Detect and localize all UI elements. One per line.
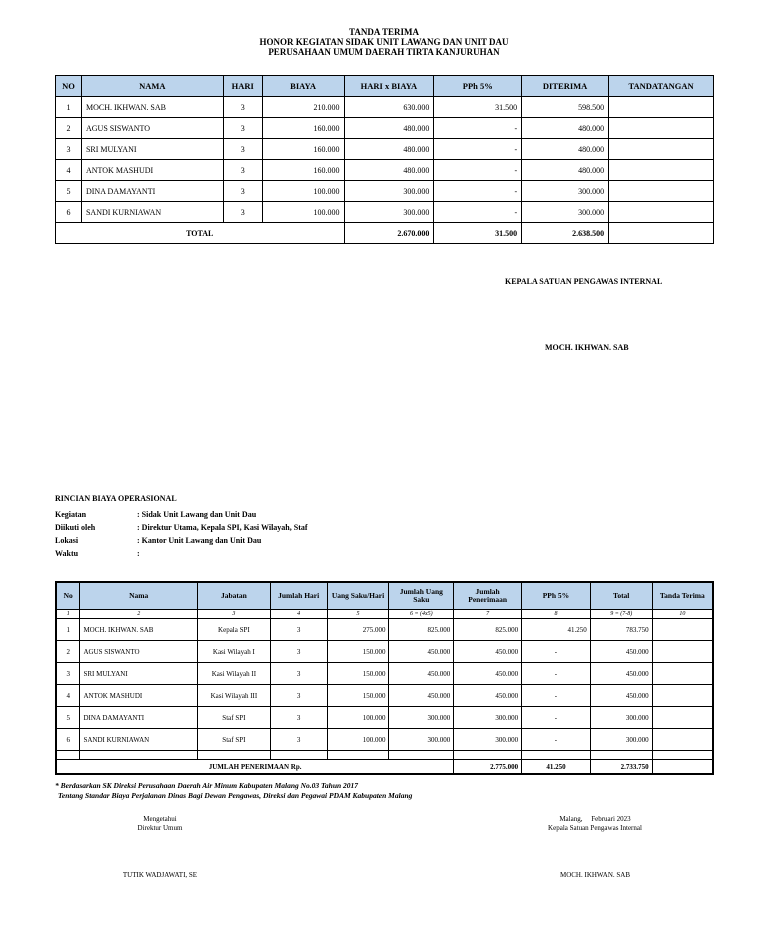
index-cell: 3	[198, 610, 271, 619]
diikuti-value: : Direktur Utama, Kepala SPI, Kasi Wilayah, Staf	[137, 523, 308, 532]
column-header: No	[56, 582, 80, 610]
honor-table	[55, 75, 714, 244]
cell-jumlah-penerimaan: 300.000	[454, 729, 522, 751]
cell-jabatan: Kasi Wilayah II	[198, 663, 271, 685]
cell-tandatangan	[609, 223, 714, 244]
cell-jumlah-penerimaan: 825.000	[454, 619, 522, 641]
cell-no: 5	[56, 181, 82, 202]
footer-left-line-1: Mengetahui	[143, 815, 177, 823]
cell-tandatangan	[609, 139, 714, 160]
cell-hari-biaya: 480.000	[344, 139, 434, 160]
cell-nama: SRI MULYANI	[81, 139, 223, 160]
column-header: Total	[590, 582, 652, 610]
cell-jabatan: Staf SPI	[198, 707, 271, 729]
cell-jabatan: Staf SPI	[198, 729, 271, 751]
cell-no: 1	[56, 619, 80, 641]
table-row	[56, 641, 713, 663]
index-cell: 8	[522, 610, 591, 619]
cell-diterima: 300.000	[522, 202, 609, 223]
index-cell: 2	[80, 610, 198, 619]
index-cell: 6 = (4x5)	[389, 610, 454, 619]
kegiatan-label: Kegiatan	[55, 510, 87, 519]
blank-cell	[389, 751, 454, 760]
index-cell: 9 = (7-8)	[590, 610, 652, 619]
cell-pph: -	[434, 118, 522, 139]
cell-no: 2	[56, 641, 80, 663]
cell-nama: SANDI KURNIAWAN	[81, 202, 223, 223]
total-pph: 41.250	[522, 760, 591, 775]
blank-cell	[56, 751, 80, 760]
cell-diterima: 480.000	[522, 160, 609, 181]
cell-tanda-terima	[652, 685, 713, 707]
cell-hari-biaya: 300.000	[344, 202, 434, 223]
cell-tanda-terima	[652, 663, 713, 685]
cell-total: 450.000	[590, 685, 652, 707]
cell-hari-biaya: 480.000	[344, 160, 434, 181]
cell-jumlah-hari: 3	[270, 663, 327, 685]
column-header: NO	[56, 76, 82, 97]
cell-pph: -	[434, 181, 522, 202]
cell-uang-saku: 100.000	[327, 707, 389, 729]
cell-pph: -	[522, 663, 591, 685]
waktu-value: :	[137, 549, 140, 558]
cell-jumlah-uang-saku: 825.000	[389, 619, 454, 641]
signature-title: KEPALA SATUAN PENGAWAS INTERNAL	[505, 277, 663, 286]
cell-pph: -	[434, 202, 522, 223]
footnote-line-1: * Berdasarkan SK Direksi Perusahaan Daerah Air Minum Kabupaten Malang No.03 Tahun 2017	[55, 781, 359, 790]
cell-nama: DINA DAMAYANTI	[81, 181, 223, 202]
cell-jumlah-uang-saku: 450.000	[389, 685, 454, 707]
column-header: DITERIMA	[522, 76, 609, 97]
cell-tanda-terima	[652, 707, 713, 729]
index-cell: 1	[56, 610, 80, 619]
column-header: HARI x BIAYA	[344, 76, 434, 97]
cell-hari-biaya: 630.000	[344, 97, 434, 118]
cell-total: 300.000	[590, 729, 652, 751]
cell-tandatangan	[609, 181, 714, 202]
footer-right-line-1: Malang, Februari 2023	[559, 815, 631, 823]
column-header: PPh 5%	[434, 76, 522, 97]
cell-pph: -	[522, 729, 591, 751]
table-row	[56, 685, 713, 707]
cell-hari: 3	[223, 97, 262, 118]
cell-jabatan: Kasi Wilayah III	[198, 685, 271, 707]
cell-diterima: 300.000	[522, 181, 609, 202]
footer-right-line-2: Kepala Satuan Pengawas Internal	[548, 824, 642, 832]
cell-pph: -	[522, 707, 591, 729]
cell-pph: 31.500	[434, 97, 522, 118]
column-header: BIAYA	[262, 76, 344, 97]
cell-biaya: 160.000	[262, 139, 344, 160]
doc-subtitle-1: HONOR KEGIATAN SIDAK UNIT LAWANG DAN UNIT DAU	[259, 37, 509, 47]
cell-uang-saku: 150.000	[327, 641, 389, 663]
doc-title: TANDA TERIMA	[349, 27, 419, 37]
cell-pph: 41.250	[522, 619, 591, 641]
cell-tandatangan	[609, 118, 714, 139]
table-row	[56, 160, 714, 181]
index-row	[56, 610, 713, 619]
table-row	[56, 202, 714, 223]
cell-uang-saku: 275.000	[327, 619, 389, 641]
column-header: Nama	[80, 582, 198, 610]
column-header: Jumlah Penerimaan	[454, 582, 522, 610]
cell-tanda-terima	[652, 760, 713, 775]
cell-hari-biaya: 300.000	[344, 181, 434, 202]
cell-jabatan: Kasi Wilayah I	[198, 641, 271, 663]
table-header-row	[56, 582, 713, 610]
cell-jumlah-hari: 3	[270, 619, 327, 641]
cell-total: 783.750	[590, 619, 652, 641]
blank-cell	[327, 751, 389, 760]
cell-pph: -	[522, 641, 591, 663]
total-row	[56, 223, 714, 244]
rincian-heading: RINCIAN BIAYA OPERASIONAL	[55, 494, 177, 503]
cell-uang-saku: 150.000	[327, 663, 389, 685]
cell-hari: 3	[223, 118, 262, 139]
total-penerimaan: 2.775.000	[454, 760, 522, 775]
blank-cell	[270, 751, 327, 760]
cell-biaya: 100.000	[262, 181, 344, 202]
cell-total: 450.000	[590, 641, 652, 663]
cell-hari: 3	[223, 181, 262, 202]
cell-biaya: 210.000	[262, 97, 344, 118]
footer-right-name: MOCH. IKHWAN. SAB	[559, 871, 630, 879]
cell-jumlah-uang-saku: 300.000	[389, 729, 454, 751]
doc-subtitle-2: PERUSAHAAN UMUM DAERAH TIRTA KANJURUHAN	[268, 47, 500, 57]
cell-uang-saku: 100.000	[327, 729, 389, 751]
cell-jumlah-uang-saku: 450.000	[389, 663, 454, 685]
cell-tandatangan	[609, 202, 714, 223]
cell-jumlah-hari: 3	[270, 685, 327, 707]
cell-jumlah-uang-saku: 300.000	[389, 707, 454, 729]
cell-pph: -	[522, 685, 591, 707]
table-row	[56, 181, 714, 202]
cell-jumlah-hari: 3	[270, 729, 327, 751]
operational-cost-table	[55, 581, 714, 775]
cell-nama: MOCH. IKHWAN. SAB	[81, 97, 223, 118]
cell-nama: SRI MULYANI	[80, 663, 198, 685]
cell-biaya: 160.000	[262, 160, 344, 181]
column-header: Jabatan	[198, 582, 271, 610]
cell-tandatangan	[609, 97, 714, 118]
lokasi-label: Lokasi	[55, 536, 79, 545]
column-header: Jumlah Uang Saku	[389, 582, 454, 610]
table-row	[56, 97, 714, 118]
footer-left-line-2: Direktur Umum	[137, 824, 183, 832]
footnote-line-2: Tentang Standar Biaya Perjalanan Dinas Bagi Dewan Pengawas, Direksi dan Pegawai PDAM Kabupaten Malang	[58, 791, 413, 800]
footer-left-name: TUTIK WADJAWATI, SE	[122, 871, 198, 879]
cell-nama: AGUS SISWANTO	[81, 118, 223, 139]
column-header: Uang Saku/Hari	[327, 582, 389, 610]
cell-no: 1	[56, 97, 82, 118]
cell-total: 450.000	[590, 663, 652, 685]
blank-cell	[80, 751, 198, 760]
total-pph: 31.500	[434, 223, 522, 244]
cell-nama: MOCH. IKHWAN. SAB	[80, 619, 198, 641]
signature-name: MOCH. IKHWAN. SAB	[545, 343, 629, 352]
total-label: JUMLAH PENERIMAAN Rp.	[56, 760, 454, 775]
total-hari-biaya: 2.670.000	[344, 223, 434, 244]
index-cell: 4	[270, 610, 327, 619]
cell-jumlah-penerimaan: 450.000	[454, 641, 522, 663]
cell-diterima: 480.000	[522, 139, 609, 160]
cell-jumlah-penerimaan: 300.000	[454, 707, 522, 729]
cell-jabatan: Kepala SPI	[198, 619, 271, 641]
index-cell: 7	[454, 610, 522, 619]
kegiatan-value: : Sidak Unit Lawang dan Unit Dau	[137, 510, 257, 519]
table-row	[56, 707, 713, 729]
cell-tanda-terima	[652, 641, 713, 663]
cell-hari-biaya: 480.000	[344, 118, 434, 139]
cell-jumlah-hari: 3	[270, 707, 327, 729]
cell-no: 5	[56, 707, 80, 729]
cell-hari: 3	[223, 202, 262, 223]
index-cell: 5	[327, 610, 389, 619]
blank-cell	[590, 751, 652, 760]
cell-no: 6	[56, 202, 82, 223]
cell-no: 4	[56, 685, 80, 707]
cell-nama: SANDI KURNIAWAN	[80, 729, 198, 751]
cell-no: 4	[56, 160, 82, 181]
cell-tanda-terima	[652, 619, 713, 641]
total-total: 2.733.750	[590, 760, 652, 775]
cell-diterima: 480.000	[522, 118, 609, 139]
column-header: TANDATANGAN	[609, 76, 714, 97]
table-row	[56, 729, 713, 751]
lokasi-value: : Kantor Unit Lawang dan Unit Dau	[137, 536, 262, 545]
table-row	[56, 139, 714, 160]
cell-biaya: 100.000	[262, 202, 344, 223]
cell-nama: DINA DAMAYANTI	[80, 707, 198, 729]
table-row	[56, 619, 713, 641]
diikuti-label: Diikuti oleh	[55, 523, 96, 532]
cell-diterima: 598.500	[522, 97, 609, 118]
column-header: NAMA	[81, 76, 223, 97]
total-row	[56, 760, 713, 775]
cell-hari: 3	[223, 139, 262, 160]
cell-no: 3	[56, 139, 82, 160]
cell-no: 6	[56, 729, 80, 751]
cell-tandatangan	[609, 160, 714, 181]
column-header: PPh 5%	[522, 582, 591, 610]
blank-row	[56, 751, 713, 760]
blank-cell	[652, 751, 713, 760]
table-row	[56, 663, 713, 685]
cell-jumlah-penerimaan: 450.000	[454, 663, 522, 685]
cell-total: 300.000	[590, 707, 652, 729]
cell-tanda-terima	[652, 729, 713, 751]
cell-jumlah-hari: 3	[270, 641, 327, 663]
cell-uang-saku: 150.000	[327, 685, 389, 707]
column-header: HARI	[223, 76, 262, 97]
column-header: Jumlah Hari	[270, 582, 327, 610]
cell-nama: ANTOK MASHUDI	[80, 685, 198, 707]
cell-nama: ANTOK MASHUDI	[81, 160, 223, 181]
column-header: Tanda Terima	[652, 582, 713, 610]
cell-biaya: 160.000	[262, 118, 344, 139]
waktu-label: Waktu	[55, 549, 79, 558]
blank-cell	[454, 751, 522, 760]
total-label: TOTAL	[56, 223, 345, 244]
cell-no: 3	[56, 663, 80, 685]
cell-pph: -	[434, 160, 522, 181]
total-diterima: 2.638.500	[522, 223, 609, 244]
table-header-row	[56, 76, 714, 97]
blank-cell	[522, 751, 591, 760]
cell-jumlah-uang-saku: 450.000	[389, 641, 454, 663]
cell-nama: AGUS SISWANTO	[80, 641, 198, 663]
cell-no: 2	[56, 118, 82, 139]
cell-jumlah-penerimaan: 450.000	[454, 685, 522, 707]
index-cell: 10	[652, 610, 713, 619]
cell-hari: 3	[223, 160, 262, 181]
blank-cell	[198, 751, 271, 760]
cell-pph: -	[434, 139, 522, 160]
table-row	[56, 118, 714, 139]
